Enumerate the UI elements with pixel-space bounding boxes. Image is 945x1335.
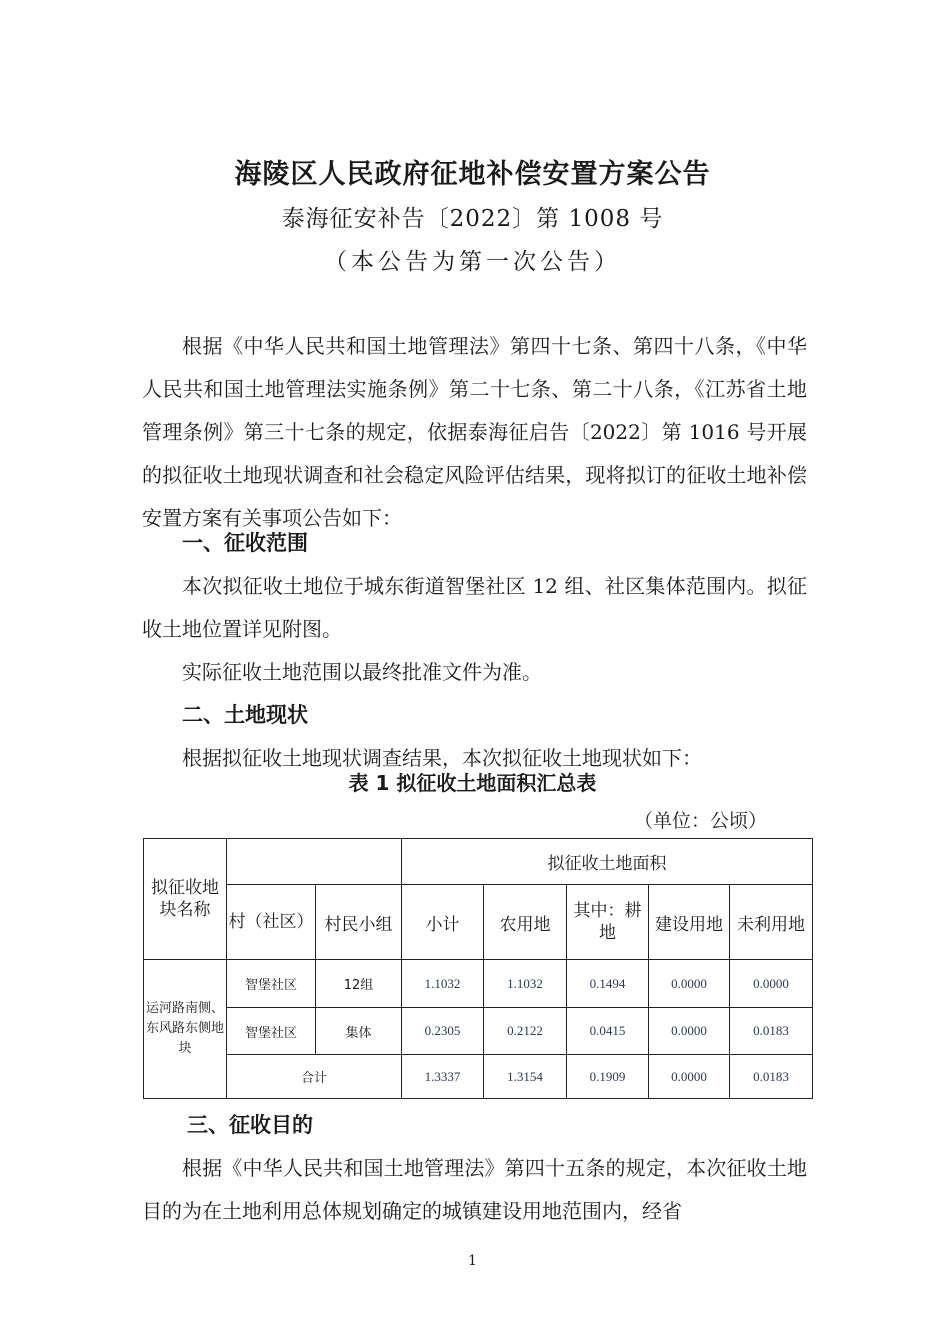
page-number: 1 [468,1253,477,1269]
header-area-group: 拟征收土地面积 [402,839,813,885]
row-2-farmland: 0.2122 [484,1008,567,1055]
header-parcel: 拟征收地块名称 [144,839,227,960]
row-1-unused: 0.0000 [730,960,813,1008]
table-caption: 表 1 拟征收土地面积汇总表 [348,771,597,795]
row-2-village: 智堡社区 [227,1008,316,1055]
section-1-heading: 一、征收范围 [182,531,308,555]
header-construction: 建设用地 [649,885,730,960]
row-1-arable: 0.1494 [567,960,649,1008]
parcel-name: 运河路南侧、东风路东侧地块 [144,960,227,1099]
total-label: 合计 [227,1055,402,1099]
table-header-row-2 [144,885,813,960]
row-1-subtotal: 1.1032 [402,960,484,1008]
table-row [144,1008,813,1055]
row-1-construction: 0.0000 [649,960,730,1008]
section-3-heading: 三、征收目的 [187,1113,313,1137]
intro-paragraph: 根据《中华人民共和国土地管理法》第四十七条、第四十八条，《中华人民共和国土地管理法实施条例》第二十七条、第二十八条，《江苏省土地管理条例》第三十七条的规定，依据泰海征启告〔2022〕第 1016 号开展的拟征收土地现状调查和社会稳定风险评估结果，现将拟订的征收土地补偿安置方案有关事项公告如下： [142,334,807,530]
table-header-row-1 [144,839,813,885]
row-1-farmland: 1.1032 [484,960,567,1008]
row-2-subtotal: 0.2305 [402,1008,484,1055]
intro-paragraph-block [142,325,807,540]
table-unit: （单位：公顷） [634,810,768,832]
total-construction: 0.0000 [649,1055,730,1099]
section-3-paragraph-1: 根据《中华人民共和国土地管理法》第四十五条的规定，本次征收土地目的为在土地利用总体规划确定的城镇建设用地范围内，经省 [142,1156,807,1223]
row-2-construction: 0.0000 [649,1008,730,1055]
table-row [144,960,813,1008]
document-number: 泰海征安补告〔2022〕第 1008 号 [281,206,664,232]
row-1-group: 12组 [316,960,402,1008]
header-village: 村（社区） [227,885,316,960]
section-2-heading: 二、土地现状 [182,703,308,727]
total-farmland: 1.3154 [484,1055,567,1099]
header-arable: 其中：耕地 [567,885,649,960]
row-2-arable: 0.0415 [567,1008,649,1055]
section-1-paragraph-1: 本次拟征收土地位于城东街道智堡社区 12 组、社区集体范围内。拟征收土地位置详见附图。 [142,574,807,641]
header-farmland: 农用地 [484,885,567,960]
row-2-group: 集体 [316,1008,402,1055]
section-2-paragraph-1: 根据拟征收土地现状调查结果，本次拟征收土地现状如下： [182,746,702,770]
section-1-paragraph-2: 实际征收土地范围以最终批准文件为准。 [182,660,542,684]
section-1 [142,522,807,780]
total-arable: 0.1909 [567,1055,649,1099]
row-2-unused: 0.0183 [730,1008,813,1055]
total-unused: 0.0183 [730,1055,813,1099]
header-blank [227,839,402,885]
land-area-table [143,838,813,1099]
header-subtotal: 小计 [402,885,484,960]
document-title: 海陵区人民政府征地补偿安置方案公告 [234,159,711,190]
table-total-row [144,1055,813,1099]
total-subtotal: 1.3337 [402,1055,484,1099]
row-1-village: 智堡社区 [227,960,316,1008]
header-unused: 未利用地 [730,885,813,960]
section-3 [142,1104,807,1233]
header-group: 村民小组 [316,885,402,960]
announcement-note: （本公告为第一次公告） [324,249,621,275]
